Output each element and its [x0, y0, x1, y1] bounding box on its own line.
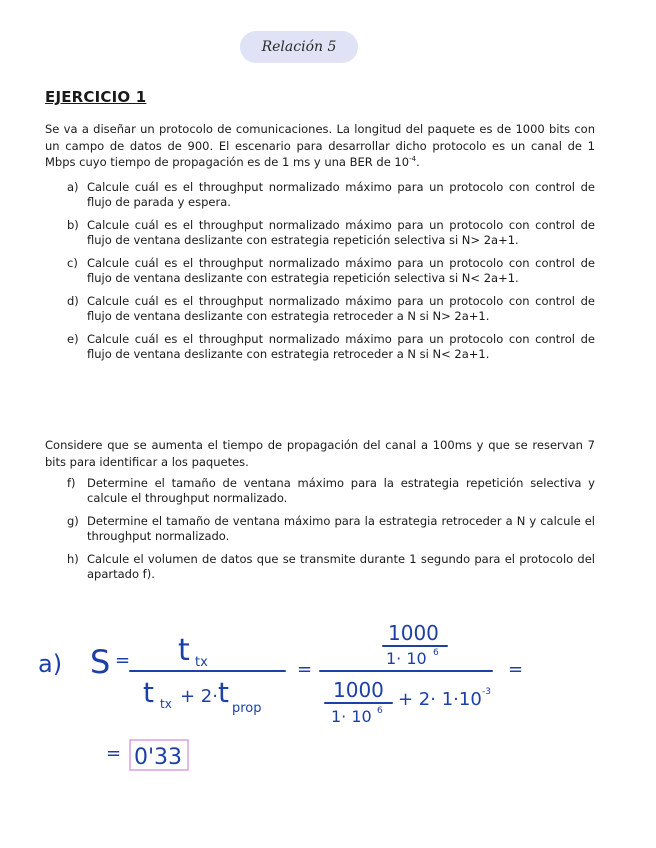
- question-label: a): [67, 180, 79, 194]
- hw-t-den: t: [143, 676, 154, 709]
- hw-plus-2: + 2· 1·10: [398, 689, 482, 710]
- hw-label: a): [38, 650, 63, 678]
- hw-num-1e6: 1· 10: [386, 649, 427, 668]
- question-list-2: [45, 476, 595, 590]
- question-text: Calcule cuál es el throughput normalizado máximo para un protocolo con control de flujo de ventana deslizante con estrategia repetición selectiva si N< 2a+1.: [87, 256, 595, 285]
- hw-tx-num: tx: [195, 655, 208, 670]
- question-list-1: [45, 180, 595, 370]
- hw-t-num: t: [178, 633, 190, 668]
- hw-num-exp6: 6: [433, 648, 439, 658]
- hw-tx-den: tx: [160, 697, 172, 711]
- question-label: b): [67, 218, 79, 232]
- hw-den-exp6: 6: [377, 706, 383, 716]
- hw-exp-m3: -3: [482, 687, 491, 697]
- hw-answer: 0'33: [134, 745, 183, 770]
- question-label: e): [67, 332, 79, 346]
- question-label: c): [67, 256, 78, 270]
- hw-num-1000: 1000: [388, 621, 439, 645]
- exercise-heading: EJERCICIO 1: [45, 88, 147, 106]
- hw-eq-3: =: [508, 659, 524, 680]
- hw-prop: prop: [232, 701, 262, 716]
- question-item: [45, 218, 595, 248]
- question-item: [45, 180, 595, 210]
- question-item: [45, 332, 595, 362]
- intro-paragraph: [45, 121, 595, 171]
- hw-den-1000: 1000: [333, 678, 384, 702]
- question-text: Calcule cuál es el throughput normalizado máximo para un protocolo con control de flujo de ventana deslizante con estrategia retroceder a N si N< 2a+1.: [87, 332, 595, 361]
- hw-symbol: S: [90, 643, 111, 681]
- hw-plus-two: + 2·: [180, 686, 218, 707]
- question-label: f): [67, 476, 76, 490]
- hw-eq-1: =: [115, 650, 131, 671]
- question-text: Calcule el volumen de datos que se transmite durante 1 segundo para el protocolo del apartado f).: [87, 552, 595, 581]
- question-label: d): [67, 294, 79, 308]
- question-text: Calcule cuál es el throughput normalizado máximo para un protocolo con control de flujo de parada y espera.: [87, 180, 595, 209]
- question-text: Determine el tamaño de ventana máximo para la estrategia retroceder a N y calcule el throughput normalizado.: [87, 514, 595, 543]
- hw-eq-4: =: [106, 743, 122, 764]
- question-text: Calcule cuál es el throughput normalizado máximo para un protocolo con control de flujo de ventana deslizante con estrategia retroceder a N si N> 2a+1.: [87, 294, 595, 323]
- question-item: [45, 514, 595, 544]
- relacion-badge: [240, 31, 358, 63]
- question-item: [45, 476, 595, 506]
- intro-end: .: [416, 155, 420, 169]
- question-label: g): [67, 514, 79, 528]
- intro-text: Se va a diseñar un protocolo de comunicaciones. La longitud del paquete es de 1000 bits con un campo de datos de 900. El escenario para desarrollar dicho protocolo es un canal de 1 Mbps cuyo tiempo de propagación es de 1 ms y una BER de 10: [45, 122, 595, 169]
- middle-paragraph: Considere que se aumenta el tiempo de propagación del canal a 100ms y que se reservan 7 bits para identificar a los paquetes.: [45, 438, 595, 469]
- question-item: [45, 256, 595, 286]
- question-label: h): [67, 552, 79, 566]
- badge-label: Relación 5: [261, 39, 337, 55]
- question-item: [45, 552, 595, 582]
- question-text: Calcule cuál es el throughput normalizado máximo para un protocolo con control de flujo de ventana deslizante con estrategia repetición selectiva si N> 2a+1.: [87, 218, 595, 247]
- hw-den-1e6: 1· 10: [331, 707, 372, 726]
- intro-exponent: -4: [409, 155, 417, 164]
- question-item: [45, 294, 595, 324]
- question-text: Determine el tamaño de ventana máximo para la estrategia repetición selectiva y calcule el throughput normalizado.: [87, 476, 595, 505]
- answer-box: [130, 740, 188, 770]
- hw-eq-2: =: [297, 659, 313, 680]
- hw-t-prop: t: [218, 676, 229, 709]
